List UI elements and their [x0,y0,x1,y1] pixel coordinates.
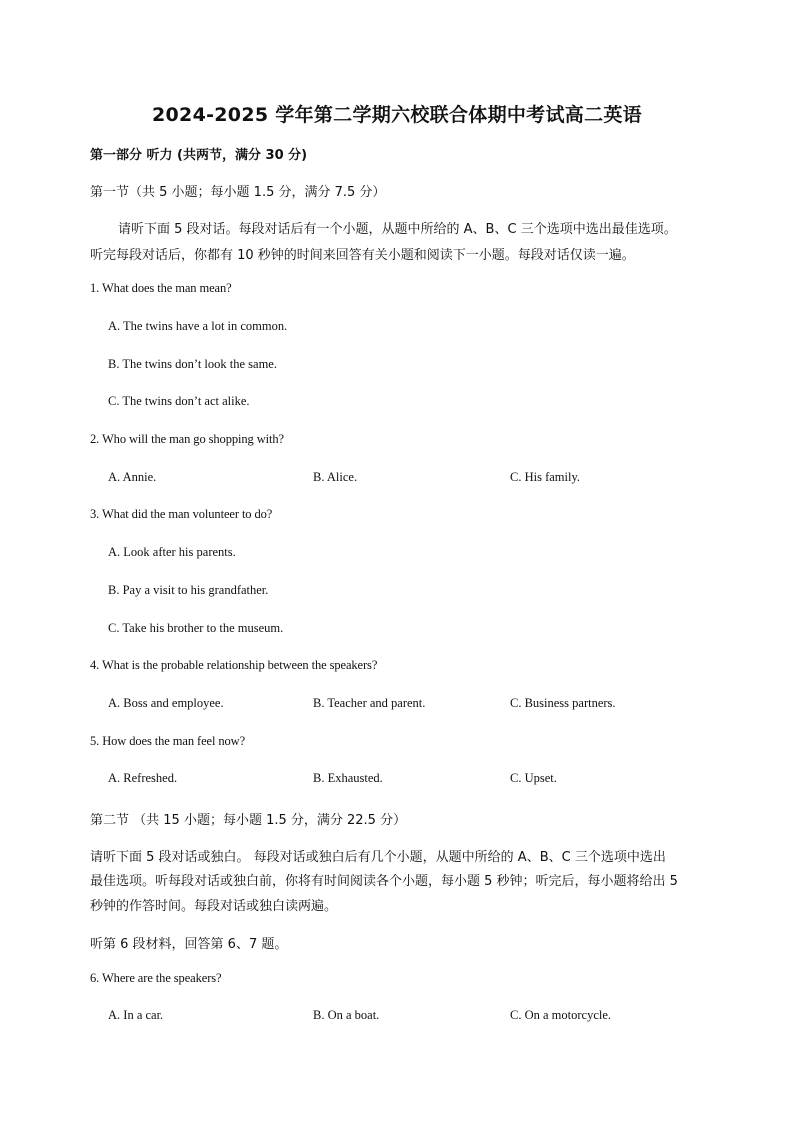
question-4-option-b: B. Teacher and parent. [313,696,426,710]
question-3-option-c: C. Take his brother to the museum. [108,621,284,635]
exam-title: 2024-2025 学年第二学期六校联合体期中考试高二英语 [152,104,642,126]
question-2-stem: 2. Who will the man go shopping with? [90,432,284,446]
section2-instruction-line-3: 秒钟的作答时间。每段对话或独白读两遍。 [90,899,338,914]
question-6-stem: 6. Where are the speakers? [90,971,222,985]
question-2-option-b: B. Alice. [313,470,358,484]
question-6-option-a: A. In a car. [108,1008,164,1022]
section2-instruction-line-1: 请听下面 5 段对话或独白。 每段对话或独白后有几个小题，从题中所给的 A、B、C 三个选项中选出 [90,850,666,865]
question-5-option-b: B. Exhausted. [313,771,383,785]
question-6-option-b: B. On a boat. [313,1008,380,1022]
question-5-stem: 5. How does the man feel now? [90,734,246,748]
question-1-stem: 1. What does the man mean? [90,281,232,295]
question-4-option-a: A. Boss and employee. [108,696,224,710]
question-3-option-a: A. Look after his parents. [108,545,236,559]
question-1-option-b: B. The twins don’t look the same. [108,357,277,371]
question-2-option-a: A. Annie. [108,470,157,484]
question-6-option-c: C. On a motorcycle. [510,1008,612,1022]
question-4-stem: 4. What is the probable relationship between the speakers? [90,658,378,672]
section1-instruction-line-2: 听完每段对话后，你都有 10 秒钟的时间来回答有关小题和阅读下一小题。每段对话仅读一遍。 [90,248,635,263]
question-1-option-a: A. The twins have a lot in common. [108,319,288,333]
section1-heading: 第一节（共 5 小题；每小题 1.5 分，满分 7.5 分） [90,185,386,200]
question-1-option-c: C. The twins don’t act alike. [108,394,250,408]
question-5-option-a: A. Refreshed. [108,771,178,785]
question-3-stem: 3. What did the man volunteer to do? [90,507,273,521]
part1-heading: 第一部分 听力 (共两节，满分 30 分) [90,148,308,163]
question-4-option-c: C. Business partners. [510,696,616,710]
section2-instruction-line-2: 最佳选项。听每段对话或独白前，你将有时间阅读各个小题，每小题 5 秒钟；听完后，每小题将给出 5 [90,874,678,889]
question-5-option-c: C. Upset. [510,771,557,785]
material-6-note: 听第 6 段材料，回答第 6、7 题。 [90,937,288,952]
question-2-option-c: C. His family. [510,470,581,484]
question-3-option-b: B. Pay a visit to his grandfather. [108,583,269,597]
section2-heading: 第二节 （共 15 小题；每小题 1.5 分，满分 22.5 分） [90,813,407,828]
section1-instruction-line-1: 请听下面 5 段对话。每段对话后有一个小题，从题中所给的 A、B、C 三个选项中选出最佳选项。 [118,222,677,237]
